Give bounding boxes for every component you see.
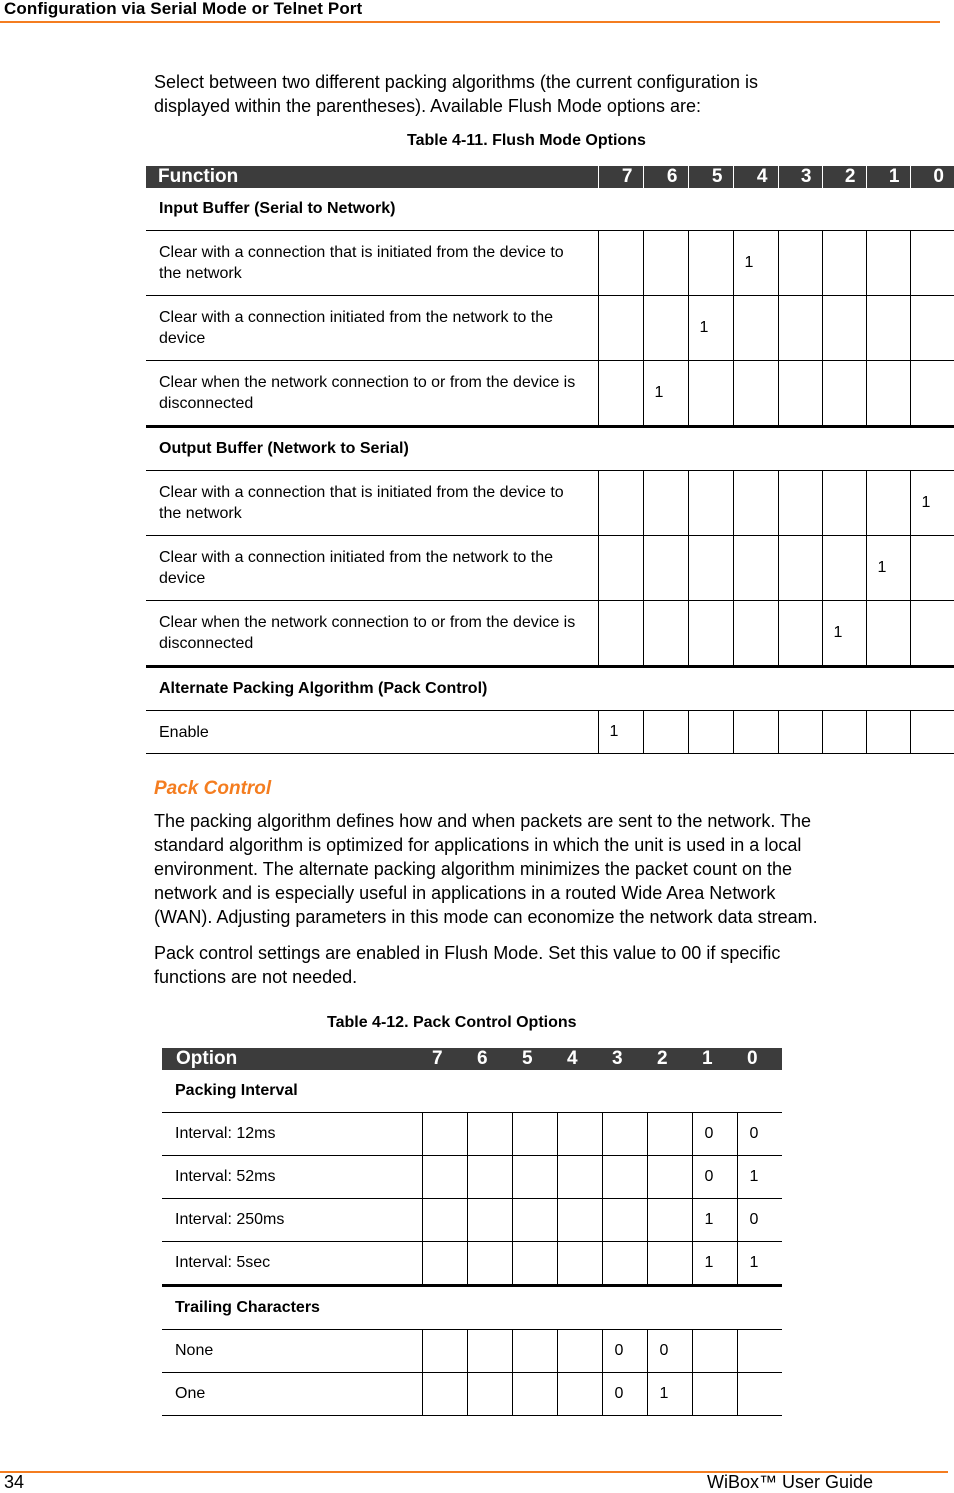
bit-cell <box>733 536 778 601</box>
bit-cell <box>512 1330 557 1373</box>
row-label: Clear with a connection initiated from the network to the device <box>146 296 598 361</box>
bit-cell: 1 <box>647 1373 692 1416</box>
bit-cell <box>910 536 954 601</box>
bit-cell <box>643 601 688 667</box>
bit-cell <box>557 1199 602 1242</box>
bit-cell <box>778 536 822 601</box>
bit-cell <box>733 601 778 667</box>
pack-control-para1-line: network and is especially useful in applications in a routed Wide Area Network <box>154 883 776 903</box>
table-4-11-caption: Table 4-11. Flush Mode Options <box>407 132 646 149</box>
bit-cell <box>688 231 733 296</box>
table-row <box>162 1242 782 1286</box>
bit-cell <box>647 1113 692 1156</box>
bit-cell <box>910 361 954 427</box>
group-row <box>146 427 954 471</box>
page-header-title: Configuration via Serial Mode or Telnet Port <box>4 0 363 18</box>
bit-cell <box>467 1199 512 1242</box>
column-header-bit: 1 <box>692 1048 737 1070</box>
bit-cell <box>467 1330 512 1373</box>
column-header-bit: 5 <box>688 166 733 188</box>
bit-cell <box>778 711 822 754</box>
bit-cell <box>422 1113 467 1156</box>
bit-cell <box>422 1330 467 1373</box>
bit-cell <box>692 1373 737 1416</box>
group-title-packing-interval: Packing Interval <box>162 1070 782 1113</box>
group-title-input-buffer: Input Buffer (Serial to Network) <box>146 188 954 231</box>
bit-cell <box>866 361 910 427</box>
bit-cell: 1 <box>733 231 778 296</box>
column-header-bit: 3 <box>778 166 822 188</box>
pack-control-para1-line: (WAN). Adjusting parameters in this mode can economize the network data stream. <box>154 907 818 927</box>
group-row <box>146 188 954 231</box>
table-row <box>146 231 954 296</box>
column-header-bit: 0 <box>737 1048 782 1070</box>
table-header-row <box>162 1048 782 1070</box>
column-header-bit: 2 <box>822 166 866 188</box>
table-4-12-caption: Table 4-12. Pack Control Options <box>327 1014 577 1031</box>
bit-cell <box>910 296 954 361</box>
bit-cell <box>422 1199 467 1242</box>
guide-title: WiBox™ User Guide <box>707 1472 874 1492</box>
bit-cell <box>598 471 643 536</box>
pack-control-para1-line: standard algorithm is optimized for applications in which the unit is used in a local <box>154 835 802 855</box>
bit-cell: 0 <box>602 1330 647 1373</box>
bit-cell: 0 <box>647 1330 692 1373</box>
bit-cell <box>467 1113 512 1156</box>
pack-control-para1-line: The packing algorithm defines how and when packets are sent to the network. The <box>154 811 812 831</box>
intro-line-1: Select between two different packing algorithms (the current configuration is <box>154 72 758 92</box>
group-row <box>146 667 954 711</box>
header-rule <box>0 21 940 23</box>
pack-control-para2-line: Pack control settings are enabled in Flush Mode. Set this value to 00 if specific <box>154 943 781 963</box>
bit-cell <box>910 601 954 667</box>
bit-cell <box>910 231 954 296</box>
bit-cell <box>733 296 778 361</box>
bit-cell <box>422 1242 467 1286</box>
bit-cell <box>778 601 822 667</box>
bit-cell: 1 <box>822 601 866 667</box>
row-label: None <box>162 1330 422 1373</box>
bit-cell <box>512 1242 557 1286</box>
bit-cell <box>778 471 822 536</box>
bit-cell: 1 <box>866 536 910 601</box>
table-row <box>162 1373 782 1416</box>
group-row <box>162 1286 782 1330</box>
bit-cell <box>692 1330 737 1373</box>
bit-cell: 1 <box>910 471 954 536</box>
bit-cell <box>598 601 643 667</box>
group-row <box>162 1070 782 1113</box>
bit-cell <box>467 1156 512 1199</box>
bit-cell <box>643 296 688 361</box>
bit-cell <box>822 536 866 601</box>
bit-cell <box>647 1156 692 1199</box>
bit-cell <box>737 1330 782 1373</box>
bit-cell <box>866 601 910 667</box>
column-header-bit: 7 <box>598 166 643 188</box>
bit-cell <box>643 231 688 296</box>
pack-control-table <box>162 1048 782 1416</box>
bit-cell <box>598 536 643 601</box>
bit-cell <box>512 1156 557 1199</box>
row-label: Enable <box>146 711 598 754</box>
bit-cell <box>688 536 733 601</box>
bit-cell: 1 <box>688 296 733 361</box>
bit-cell: 0 <box>737 1199 782 1242</box>
bit-cell: 1 <box>737 1156 782 1199</box>
pack-control-para1-line: environment. The alternate packing algorithm minimizes the packet count on the <box>154 859 793 879</box>
flush-mode-table <box>146 166 954 754</box>
bit-cell <box>557 1373 602 1416</box>
table-row <box>162 1199 782 1242</box>
group-title-trailing-characters: Trailing Characters <box>162 1286 782 1330</box>
row-label: Clear with a connection that is initiated from the device to the network <box>146 231 598 296</box>
bit-cell <box>733 471 778 536</box>
bit-cell <box>647 1199 692 1242</box>
table-row <box>146 601 954 667</box>
row-label: Clear when the network connection to or from the device is disconnected <box>146 601 598 667</box>
bit-cell <box>467 1373 512 1416</box>
column-header-bit: 6 <box>643 166 688 188</box>
bit-cell: 0 <box>602 1373 647 1416</box>
intro-line-2: displayed within the parentheses). Available Flush Mode options are: <box>154 96 701 116</box>
bit-cell: 1 <box>737 1242 782 1286</box>
bit-cell <box>778 361 822 427</box>
table-row <box>146 711 954 754</box>
bit-cell <box>688 361 733 427</box>
bit-cell: 1 <box>692 1199 737 1242</box>
bit-cell <box>602 1242 647 1286</box>
bit-cell <box>737 1373 782 1416</box>
bit-cell <box>866 711 910 754</box>
bit-cell <box>512 1373 557 1416</box>
bit-cell <box>602 1199 647 1242</box>
bit-cell <box>512 1113 557 1156</box>
bit-cell <box>866 471 910 536</box>
bit-cell <box>467 1242 512 1286</box>
bit-cell <box>866 231 910 296</box>
bit-cell <box>688 471 733 536</box>
bit-cell: 0 <box>737 1113 782 1156</box>
row-label: Clear when the network connection to or from the device is disconnected <box>146 361 598 427</box>
bit-cell <box>822 711 866 754</box>
row-label: Clear with a connection that is initiated from the device to the network <box>146 471 598 536</box>
row-label: Interval: 52ms <box>162 1156 422 1199</box>
bit-cell <box>557 1113 602 1156</box>
bit-cell <box>778 296 822 361</box>
column-header-bit: 7 <box>422 1048 467 1070</box>
pack-control-heading: Pack Control <box>154 778 272 799</box>
bit-cell: 0 <box>692 1113 737 1156</box>
column-header-bit: 0 <box>910 166 954 188</box>
column-header-option: Option <box>162 1048 422 1070</box>
table-row <box>146 361 954 427</box>
table-row <box>146 471 954 536</box>
row-label: Interval: 12ms <box>162 1113 422 1156</box>
bit-cell <box>602 1113 647 1156</box>
group-title-pack-control: Alternate Packing Algorithm (Pack Control) <box>146 667 954 711</box>
column-header-bit: 6 <box>467 1048 512 1070</box>
table-row <box>162 1156 782 1199</box>
bit-cell <box>866 296 910 361</box>
bit-cell: 0 <box>692 1156 737 1199</box>
pack-control-para2-line: functions are not needed. <box>154 967 358 987</box>
column-header-bit: 2 <box>647 1048 692 1070</box>
column-header-bit: 4 <box>557 1048 602 1070</box>
bit-cell <box>643 471 688 536</box>
bit-cell <box>647 1242 692 1286</box>
bit-cell <box>910 711 954 754</box>
bit-cell <box>598 231 643 296</box>
group-title-output-buffer: Output Buffer (Network to Serial) <box>146 427 954 471</box>
bit-cell <box>643 711 688 754</box>
column-header-bit: 1 <box>866 166 910 188</box>
column-header-bit: 4 <box>733 166 778 188</box>
row-label: Interval: 5sec <box>162 1242 422 1286</box>
page-number: 34 <box>4 1472 25 1492</box>
bit-cell <box>822 471 866 536</box>
bit-cell <box>422 1156 467 1199</box>
bit-cell <box>688 711 733 754</box>
bit-cell <box>602 1156 647 1199</box>
bit-cell <box>422 1373 467 1416</box>
column-header-function: Function <box>146 166 598 188</box>
bit-cell <box>643 536 688 601</box>
bit-cell <box>557 1330 602 1373</box>
bit-cell <box>557 1242 602 1286</box>
table-row <box>146 536 954 601</box>
bit-cell: 1 <box>692 1242 737 1286</box>
row-label: Interval: 250ms <box>162 1199 422 1242</box>
bit-cell <box>557 1156 602 1199</box>
bit-cell <box>822 231 866 296</box>
bit-cell <box>778 231 822 296</box>
table-header-row <box>146 166 954 188</box>
table-row <box>146 296 954 361</box>
table-row <box>162 1330 782 1373</box>
bit-cell <box>733 711 778 754</box>
bit-cell <box>598 361 643 427</box>
table-row <box>162 1113 782 1156</box>
bit-cell: 1 <box>643 361 688 427</box>
bit-cell <box>598 296 643 361</box>
bit-cell <box>822 361 866 427</box>
row-label: Clear with a connection initiated from the network to the device <box>146 536 598 601</box>
bit-cell: 1 <box>598 711 643 754</box>
column-header-bit: 3 <box>602 1048 647 1070</box>
bit-cell <box>822 296 866 361</box>
column-header-bit: 5 <box>512 1048 557 1070</box>
row-label: One <box>162 1373 422 1416</box>
bit-cell <box>733 361 778 427</box>
bit-cell <box>688 601 733 667</box>
bit-cell <box>512 1199 557 1242</box>
